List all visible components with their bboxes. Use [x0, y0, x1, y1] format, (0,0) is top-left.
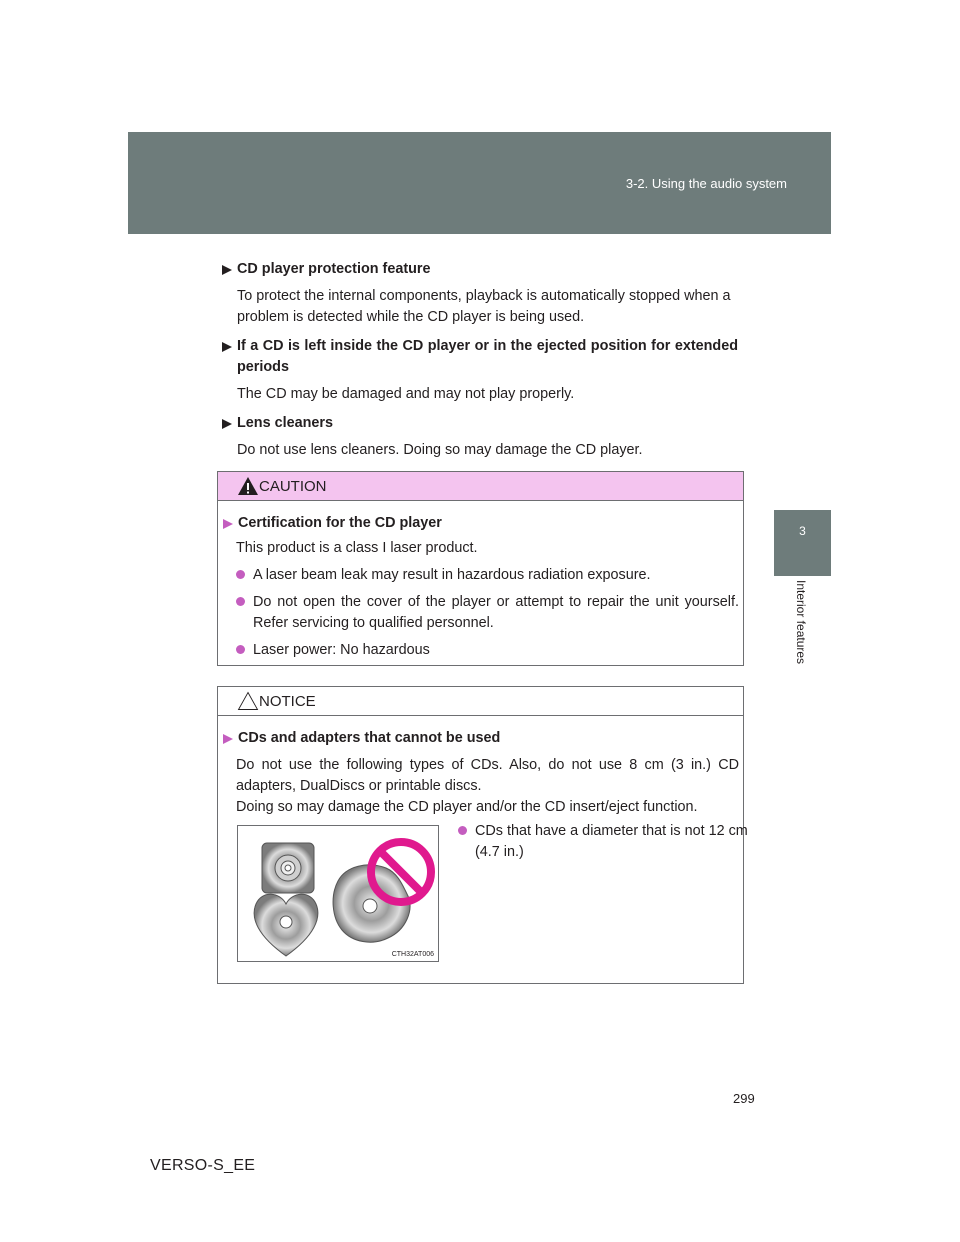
caution-bullet-text: Do not open the cover of the player or attempt to repair the unit yourself. Refer servicing to qualified personnel. — [253, 594, 739, 631]
caution-intro: This product is a class I laser product. — [236, 540, 478, 556]
notice-paragraph: Doing so may damage the CD player and/or the CD insert/eject function. — [236, 799, 698, 815]
warning-outline-icon — [237, 691, 259, 711]
caution-heading — [223, 513, 739, 534]
section-body: Do not use lens cleaners. Doing so may damage the CD player. — [237, 442, 643, 458]
unusable-cds-icon — [238, 826, 438, 961]
caution-bullet — [236, 592, 739, 634]
square-bullet-icon — [222, 419, 232, 429]
notice-heading-text: CDs and adapters that cannot be used — [238, 730, 501, 746]
section-title: 3-2. Using the audio system — [625, 176, 787, 191]
square-bullet-icon — [222, 342, 232, 352]
notice-bullet — [458, 821, 755, 863]
chapter-tab — [774, 510, 831, 576]
section-item — [222, 336, 738, 405]
cd-illustration — [237, 825, 439, 962]
caution-heading-text: Certification for the CD player — [238, 515, 442, 531]
chapter-number: 3 — [799, 524, 806, 538]
warning-triangle-icon — [237, 476, 259, 496]
notice-bullet-text: CDs that have a diameter that is not 12 cm (4.7 in.) — [475, 823, 748, 860]
square-bullet-icon — [222, 265, 232, 275]
triangle-bullet-icon — [223, 519, 233, 529]
caution-header — [218, 472, 743, 501]
dot-bullet-icon — [458, 826, 467, 835]
notice-box — [217, 686, 748, 984]
chapter-label: Interior features — [794, 580, 808, 665]
caution-bullet-text: Laser power: No hazardous — [253, 642, 430, 658]
section-heading — [222, 336, 738, 378]
caution-bullet-text: A laser beam leak may result in hazardous radiation exposure. — [253, 567, 651, 583]
section-item — [222, 259, 738, 328]
notice-body — [218, 716, 743, 828]
caution-box — [217, 471, 744, 666]
section-body: The CD may be damaged and may not play properly. — [237, 386, 575, 402]
header-band — [128, 132, 831, 234]
notice-heading — [223, 728, 739, 749]
model-code: VERSO-S_EE — [150, 1157, 256, 1174]
notice-title: NOTICE — [259, 693, 316, 710]
caution-bullet — [236, 640, 739, 661]
section-heading-text: If a CD is left inside the CD player or in the ejected position for extended periods — [237, 338, 738, 375]
section-heading-text: Lens cleaners — [237, 415, 333, 431]
section-item — [222, 413, 738, 461]
dot-bullet-icon — [236, 570, 245, 579]
section-heading — [222, 413, 738, 434]
page-number: 299 — [733, 1091, 755, 1106]
section-heading-text: CD player protection feature — [237, 261, 431, 277]
caution-bullet — [236, 565, 739, 586]
dot-bullet-icon — [236, 645, 245, 654]
image-code: CTH32AT006 — [391, 951, 434, 958]
caution-title: CAUTION — [259, 478, 327, 495]
main-content — [222, 259, 738, 469]
dot-bullet-icon — [236, 597, 245, 606]
notice-header — [218, 687, 743, 716]
triangle-bullet-icon — [223, 734, 233, 744]
chapter-label-wrap — [794, 580, 810, 690]
caution-body — [218, 501, 743, 675]
section-heading — [222, 259, 738, 280]
section-body: To protect the internal components, playback is automatically stopped when a problem is detected while the CD player is being used. — [237, 288, 731, 325]
notice-paragraph: Do not use the following types of CDs. Also, do not use 8 cm (3 in.) CD adapters, DualDiscs or printable discs. — [236, 757, 739, 794]
